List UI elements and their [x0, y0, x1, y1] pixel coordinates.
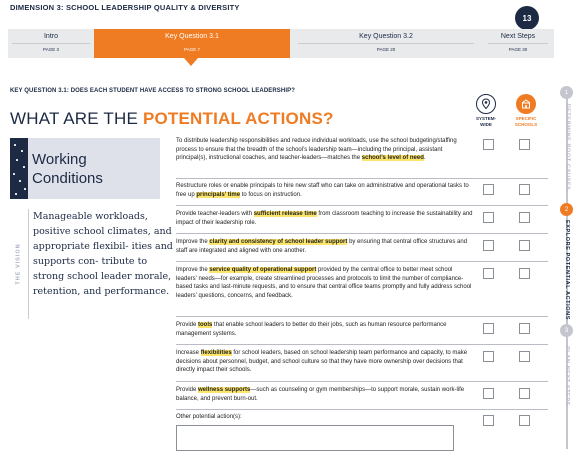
map-pin-icon [476, 94, 496, 114]
action-text: Increase flexibilities for school leaders, based on school leadership team performance and capacity, to make decisions about personnel, budget, and school culture so that they have more ownership over decisions that directly impact their schools. [176, 350, 468, 374]
system-wide-checkbox[interactable] [483, 139, 494, 150]
nav-tab-page: PAGE 30 [508, 47, 528, 52]
row-divider [176, 316, 548, 317]
column-label: SCHOOLS [514, 121, 538, 127]
row-divider [176, 261, 548, 262]
column-system-wide [468, 94, 504, 127]
starfield-decoration [10, 138, 28, 199]
action-text: Restructure roles or enable principals to hire new staff who can take on administrative and operational tasks to free up principals’ time to focus on instruction. [176, 183, 469, 198]
nav-tab-label: Next Steps [500, 33, 536, 40]
action-highlight: principals’ time [196, 191, 241, 198]
row-divider [176, 205, 548, 206]
active-tab-pointer [184, 58, 198, 66]
action-text: Provide tools that enable school leaders to better do their jobs, such as human resource performance management systems. [176, 322, 447, 337]
action-text: To distribute leadership responsibilities and reduce individual workloads, use the school budgeting/staffing process to ensure that the breadth of the school’s leadership team—including the principal, assistant principal(s), instructional coaches, and teacher-leaders—matches the school’s level of need. [176, 138, 457, 162]
nav-tab-kq31[interactable] [94, 29, 290, 58]
column-label: WIDE [480, 121, 492, 127]
building-pin-icon [516, 94, 536, 114]
page-title-highlight: POTENTIAL ACTIONS? [142, 109, 334, 128]
action-highlight: flexibilities [200, 350, 232, 356]
column-specific-schools [508, 94, 544, 127]
key-question-label: KEY QUESTION 3.1: DOES EACH STUDENT HAVE ACCESS TO STRONG SCHOOL LEADERSHIP? [10, 88, 295, 94]
system-wide-checkbox[interactable] [483, 268, 494, 279]
nav-tab-page: PAGE 7 [184, 47, 200, 52]
system-wide-checkbox[interactable] [483, 184, 494, 195]
action-text: Provide teacher-leaders with sufficient release time from classroom teaching to increase the sustainability and impact of their leadership role. [176, 211, 473, 226]
working-conditions-title [32, 150, 103, 188]
system-wide-checkbox[interactable] [483, 388, 494, 399]
working-conditions-card [10, 138, 160, 199]
action-highlight: clarity and consistency of school leader support [209, 239, 348, 245]
nav-divider [298, 43, 474, 44]
specific-schools-checkbox[interactable] [519, 139, 530, 150]
step-1-circle[interactable]: 1 [560, 86, 573, 99]
nav-divider [12, 43, 90, 44]
step-2-circle[interactable]: 2 [560, 203, 573, 216]
action-text: Provide wellness supports—such as counseling or gym memberships—to support morale, sustain work-life balance, and prevent burn-out. [176, 387, 465, 402]
dimension-title: DIMENSION 3: SCHOOL LEADERSHIP QUALITY & DIVERSITY [10, 3, 240, 12]
step-2-label[interactable]: EXPLORE POTENTIAL ACTIONS [564, 220, 571, 320]
row-divider [176, 344, 548, 345]
vision-text: Manageable workloads, positive school climates, and appropriate flexibil- ities and supports con- tribute to strong school leader morale, retention, and performance. [33, 211, 173, 297]
system-wide-checkbox[interactable] [483, 351, 494, 362]
title-line: Conditions [32, 170, 103, 187]
column-label: SPECIFIC [515, 116, 537, 121]
nav-divider [488, 43, 548, 44]
row-divider [176, 409, 548, 410]
row-divider [176, 233, 548, 234]
page-number-badge: 13 [515, 6, 539, 30]
page-title-prefix: WHAT ARE THE [10, 109, 143, 128]
action-highlight: school’s level of need [361, 155, 424, 162]
nav-tab-label: Key Question 3.1 [165, 33, 219, 40]
title-line: Working [32, 151, 87, 168]
system-wide-checkbox[interactable] [483, 323, 494, 334]
other-action-input[interactable] [176, 425, 454, 451]
action-highlight: tools [198, 322, 213, 328]
vision-divider [28, 209, 29, 319]
step-1-label[interactable]: DETERMINE ROOT CAUSES [564, 103, 571, 191]
specific-schools-checkbox[interactable] [519, 323, 530, 334]
vision-label-text: THE VISION [16, 242, 23, 285]
action-text: Improve the service quality of operational support provided by the central office to better meet school leaders’ needs—for example, create streamlined processes and protocols to limit the number of compliance-based tasks and last-minute requests, and to ensure that central office teams promptly and fully address school leaders’ questions, concerns, and feedback. [176, 267, 472, 299]
section-navbar [8, 29, 554, 58]
specific-schools-checkbox[interactable] [519, 415, 530, 426]
row-divider [176, 178, 548, 179]
nav-tab-label: Intro [43, 33, 58, 40]
specific-schools-checkbox[interactable] [519, 268, 530, 279]
system-wide-checkbox[interactable] [483, 212, 494, 223]
specific-schools-checkbox[interactable] [519, 240, 530, 251]
specific-schools-checkbox[interactable] [519, 351, 530, 362]
step-3-label[interactable]: PLAN NEXT STEPS [564, 346, 571, 406]
column-label: SYSTEM- [475, 116, 496, 121]
step-3-circle[interactable]: 3 [560, 324, 573, 337]
nav-tab-page: PAGE 3 [43, 47, 59, 52]
nav-tab-page: PAGE 20 [376, 47, 396, 52]
system-wide-checkbox[interactable] [483, 415, 494, 426]
action-highlight: wellness supports [198, 387, 251, 393]
action-highlight: service quality of operational support [209, 267, 317, 273]
other-action-label: Other potential action(s): [176, 414, 242, 420]
action-text: Improve the clarity and consistency of school leader support by ensuring that central office structures and staff are integrated and aligned with one another. [176, 239, 468, 254]
specific-schools-checkbox[interactable] [519, 388, 530, 399]
vision-label [10, 211, 28, 316]
action-highlight: sufficient release time [253, 211, 317, 217]
specific-schools-checkbox[interactable] [519, 212, 530, 223]
system-wide-checkbox[interactable] [483, 240, 494, 251]
nav-tab-label: Key Question 3.2 [359, 33, 413, 40]
page-title [10, 109, 334, 129]
specific-schools-checkbox[interactable] [519, 184, 530, 195]
row-divider [176, 381, 548, 382]
